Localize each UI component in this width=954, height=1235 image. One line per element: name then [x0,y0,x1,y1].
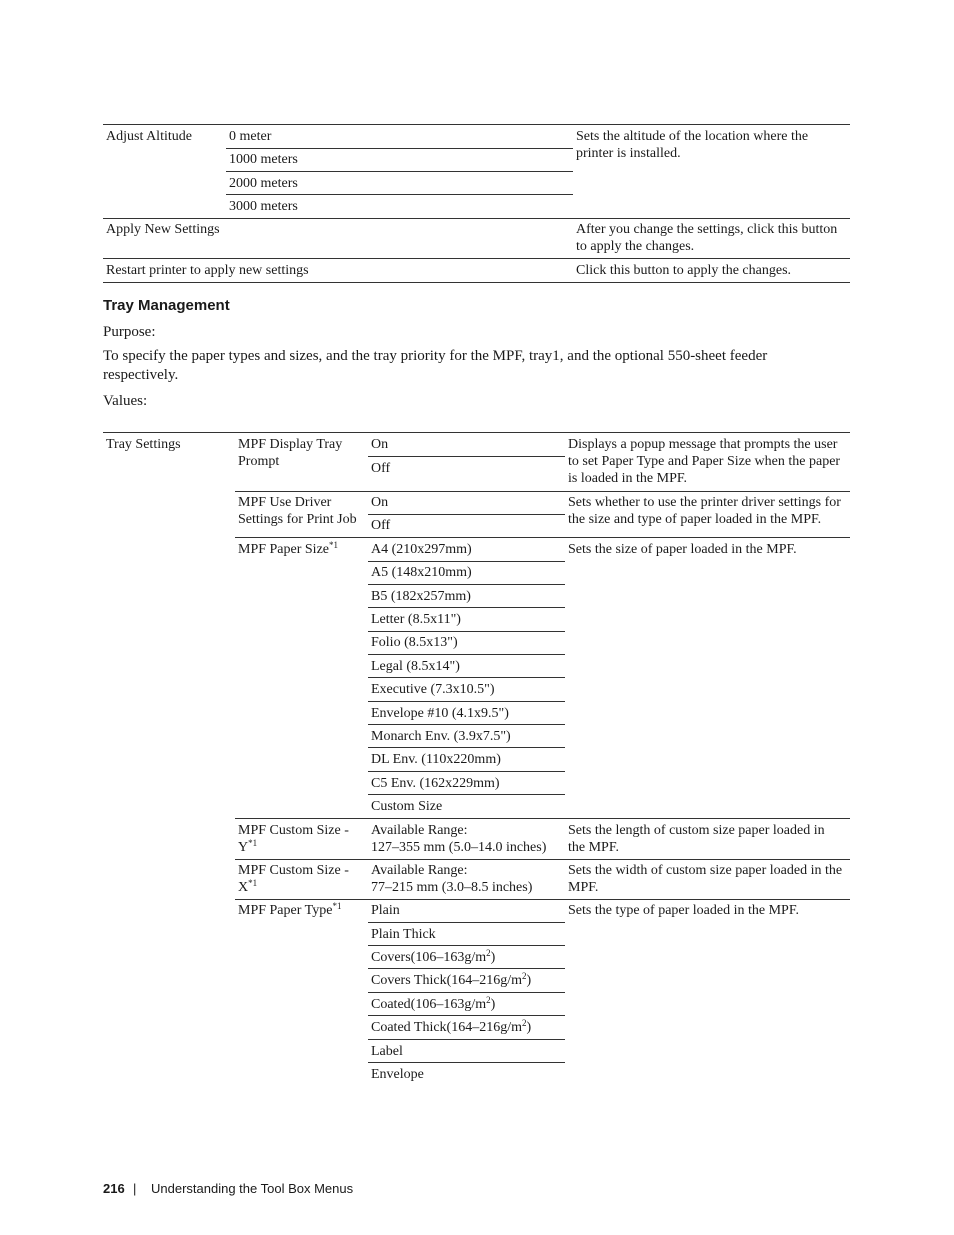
paper-size-option: A4 (210x297mm) [371,542,472,557]
altitude-option: 3000 meters [229,199,298,214]
mpf-use-driver-settings-description: Sets whether to use the printer driver settings for the size and type of paper loaded in the MPF. [568,495,841,527]
page-number: 216 [103,1181,125,1196]
tray-settings-label: Tray Settings [106,437,181,452]
paper-size-option: Legal (8.5x14") [371,659,460,674]
paper-type-option: Covers $Thick(164-216g/m^2)$ [371,971,532,988]
mpf-use-driver-settings-label: MPF Use Driver Settings for Print Job [238,495,357,527]
altitude-option: 1000 meters [229,152,298,167]
paper-type-option: Coated $Thick(164-216g/m^2)$ [371,1018,532,1035]
apply-new-settings-label: Apply New Settings [106,222,220,237]
purpose-label: Purpose: [103,324,156,340]
option-off: Off [371,461,391,476]
paper-size-option: B5 (182x257mm) [371,589,471,604]
adjust-altitude-label: Adjust Altitude [106,129,192,144]
option-off: Off [371,518,391,533]
purpose-text: To specify the paper types and sizes, and the tray priority for the MPF, tray1, and the optional 550-sheet feeder respectively. [103,348,768,383]
altitude-option: 0 meter [229,129,272,144]
mpf-custom-size-y-label: MPF Custom Size - $Y^{*1}$ [238,823,349,855]
adjust-altitude-description: Sets the altitude of the location where the printer is installed. [576,129,809,161]
section-heading: Tray Management [103,297,230,314]
mpf-custom-size-y-description: Sets the length of custom size paper loaded in the MPF. [568,823,825,855]
mpf-custom-size-x-label: MPF Custom Size - $X^{*1}$ [238,863,349,895]
paper-size-option: Letter (8.5x11") [371,612,461,627]
mpf-paper-size-label: MPF Paper Size$^{*1}$ [238,540,338,557]
paper-size-option: C5 Env. (162x229mm) [371,776,500,791]
restart-printer-description: Click this button to apply the changes. [576,263,792,278]
paper-type-option: $Covers(106-163g/m^2)$ [371,948,496,965]
values-label: Values: [103,393,148,409]
restart-printer-label: Restart printer to apply new settings [106,263,309,278]
mpf-display-tray-prompt-description: Displays a popup message that prompts the user to set Paper Type and Paper Size when the paper is loaded in the MPF. [568,437,841,486]
paper-type-option: Envelope [371,1067,424,1082]
option-on: On [371,495,389,510]
paper-size-option: Envelope #10 (4.1x9.5") [371,706,509,721]
option-on: On [371,437,389,452]
mpf-custom-size-x-description: Sets the width of custom size paper loaded in the MPF. [568,863,843,895]
paper-type-option: Plain Thick [371,927,436,942]
mpf-paper-type-label: MPF Paper Type$^{*1}$ [238,901,342,918]
paper-type-option: Label [371,1044,403,1059]
footer-separator: | [133,1181,137,1196]
paper-type-option: Plain [371,903,400,918]
altitude-option: 2000 meters [229,176,298,191]
apply-new-settings-description: After you change the settings, click this button to apply the changes. [576,222,838,254]
paper-size-option: Custom Size [371,799,443,814]
paper-size-option: Executive (7.3x10.5") [371,682,495,697]
mpf-paper-size-description: Sets the size of paper loaded in the MPF. [568,542,797,557]
custom-y-range-label: Available Range: [371,823,468,838]
paper-size-option: DL Env. (110x220mm) [371,752,501,767]
custom-x-range-value: 77–215 mm (3.0–8.5 inches) [371,880,533,895]
custom-y-range-value: 127–355 mm (5.0–14.0 inches) [371,840,547,855]
paper-size-option: Monarch Env. (3.9x7.5") [371,729,511,744]
custom-x-range-label: Available Range: [371,863,468,878]
mpf-paper-type-description: Sets the type of paper loaded in the MPF. [568,903,800,918]
paper-size-option: Folio (8.5x13") [371,635,458,650]
mpf-display-tray-prompt-label: MPF Display Tray Prompt [238,437,343,469]
paper-type-option: $Coated(106-163g/m^2)$ [371,995,496,1012]
footer-title: Understanding the Tool Box Menus [151,1181,354,1196]
paper-size-option: A5 (148x210mm) [371,565,472,580]
